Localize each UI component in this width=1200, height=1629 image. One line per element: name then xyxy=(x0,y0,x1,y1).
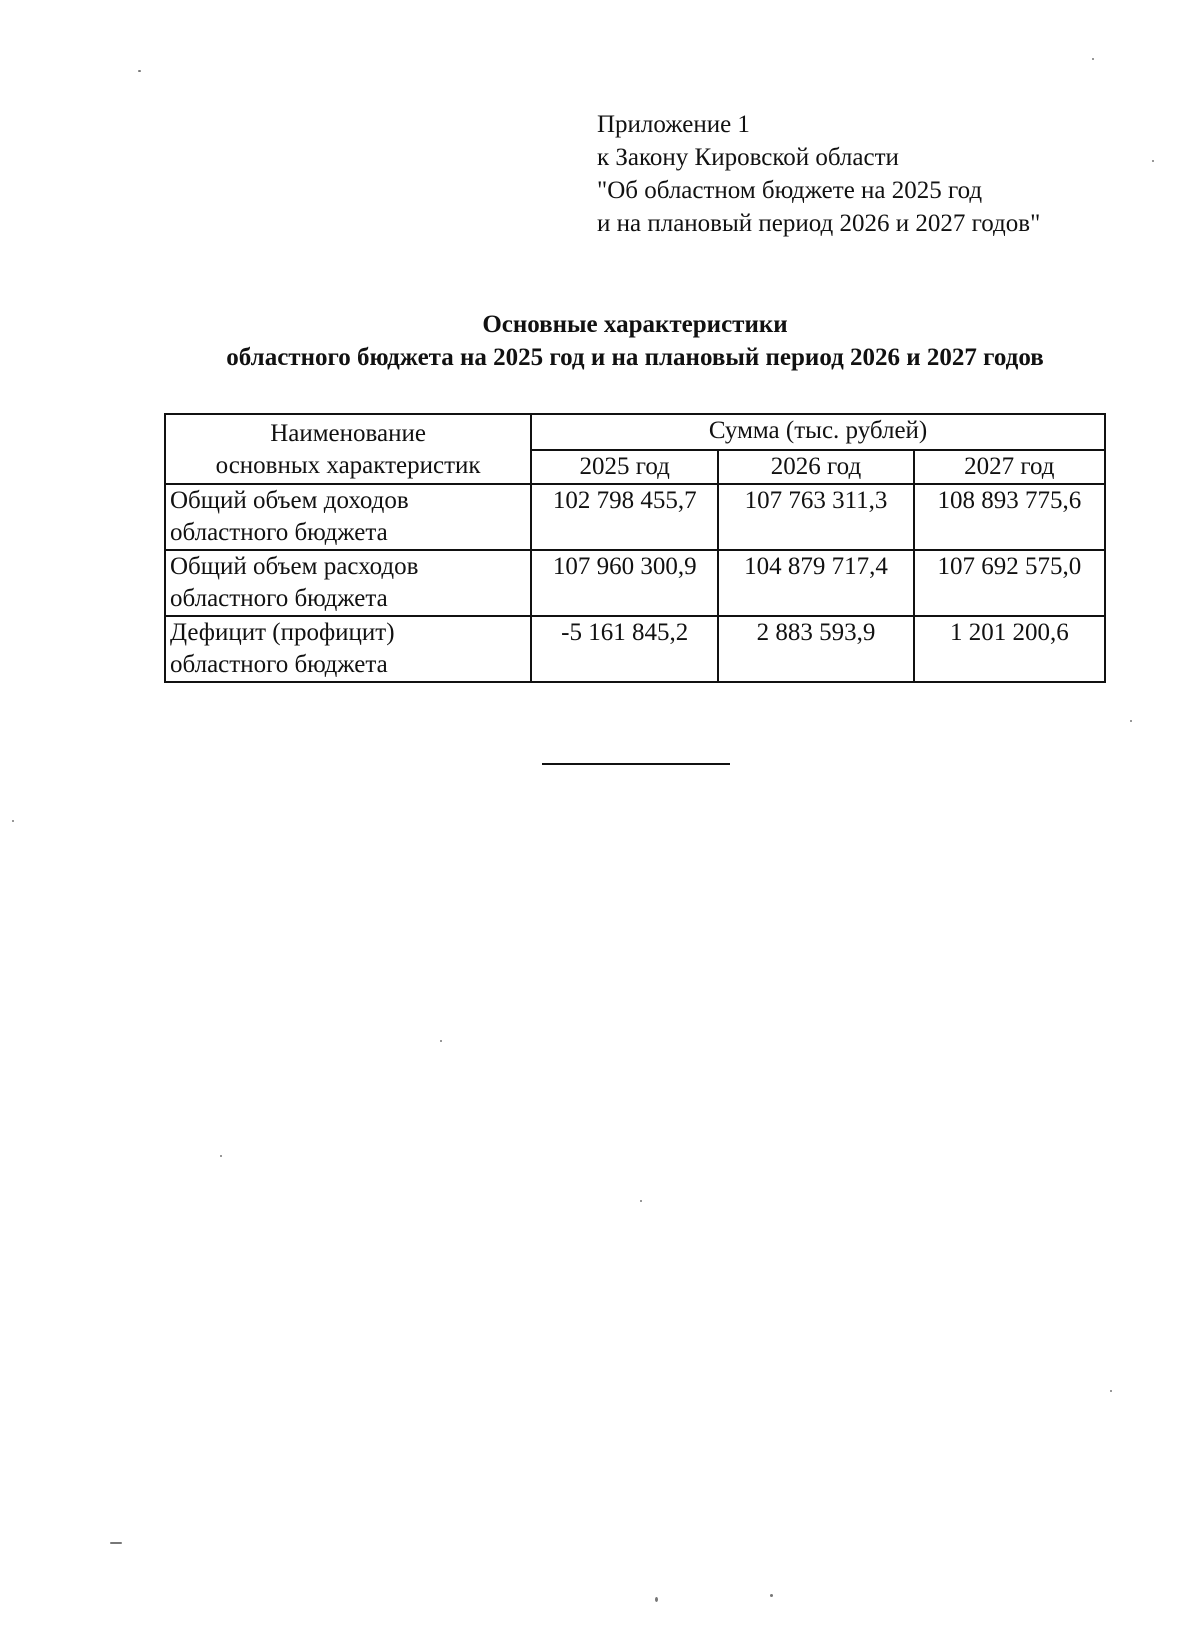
header-name-cell xyxy=(165,414,531,484)
header-sum-cell: Сумма (тыс. рублей) xyxy=(531,414,1105,450)
value-cell: 1 201 200,6 xyxy=(914,616,1105,682)
value-cell: -5 161 845,2 xyxy=(531,616,718,682)
value-cell: 107 692 575,0 xyxy=(914,550,1105,616)
header-year-2027: 2027 год xyxy=(914,450,1105,484)
value-cell: 107 763 311,3 xyxy=(718,484,913,550)
scan-speck xyxy=(1110,1390,1112,1392)
header-name-line1: Наименование xyxy=(270,420,426,447)
scan-speck xyxy=(1152,160,1154,162)
appendix-line: Приложение 1 xyxy=(597,111,750,138)
title-line: Основные характеристики xyxy=(482,311,788,338)
value-cell: 2 883 593,9 xyxy=(718,616,913,682)
scan-speck xyxy=(220,1155,222,1157)
row-label-deficit xyxy=(165,616,531,682)
value-cell: 108 893 775,6 xyxy=(914,484,1105,550)
table-header-row xyxy=(165,414,1105,450)
appendix-line: "Об областном бюджете на 2025 год xyxy=(597,177,983,204)
header-year-2025: 2025 год xyxy=(531,450,718,484)
value-cell: 107 960 300,9 xyxy=(531,550,718,616)
end-rule-divider xyxy=(542,763,730,765)
row-label-line1: Общий объем доходов xyxy=(170,487,409,514)
scan-speck xyxy=(1130,720,1132,722)
appendix-line: и на плановый период 2026 и 2027 годов" xyxy=(597,210,1041,237)
scan-speck xyxy=(12,820,14,822)
table-row xyxy=(165,616,1105,682)
row-label-line1: Дефицит (профицит) xyxy=(170,619,395,646)
appendix-line: к Закону Кировской области xyxy=(597,144,899,171)
table-row xyxy=(165,484,1105,550)
scan-speck xyxy=(138,70,141,72)
value-cell: 104 879 717,4 xyxy=(718,550,913,616)
scan-speck xyxy=(110,1542,122,1544)
scan-speck xyxy=(440,1040,442,1042)
scan-speck xyxy=(1092,58,1094,60)
value-cell: 102 798 455,7 xyxy=(531,484,718,550)
title-line: областного бюджета на 2025 год и на плановый период 2026 и 2027 годов xyxy=(226,344,1044,371)
row-label-line2: областного бюджета xyxy=(170,651,388,678)
scan-speck xyxy=(640,1200,642,1202)
header-name-line2: основных характеристик xyxy=(215,452,481,479)
row-label-line2: областного бюджета xyxy=(170,585,388,612)
appendix-note xyxy=(597,108,1040,240)
document-title xyxy=(0,308,1200,374)
scan-speck xyxy=(655,1597,658,1602)
row-label-revenue xyxy=(165,484,531,550)
budget-table xyxy=(164,413,1106,683)
table-row xyxy=(165,550,1105,616)
scan-speck xyxy=(770,1594,773,1597)
row-label-line1: Общий объем расходов xyxy=(170,553,419,580)
row-label-expenditure xyxy=(165,550,531,616)
row-label-line2: областного бюджета xyxy=(170,519,388,546)
header-year-2026: 2026 год xyxy=(718,450,913,484)
